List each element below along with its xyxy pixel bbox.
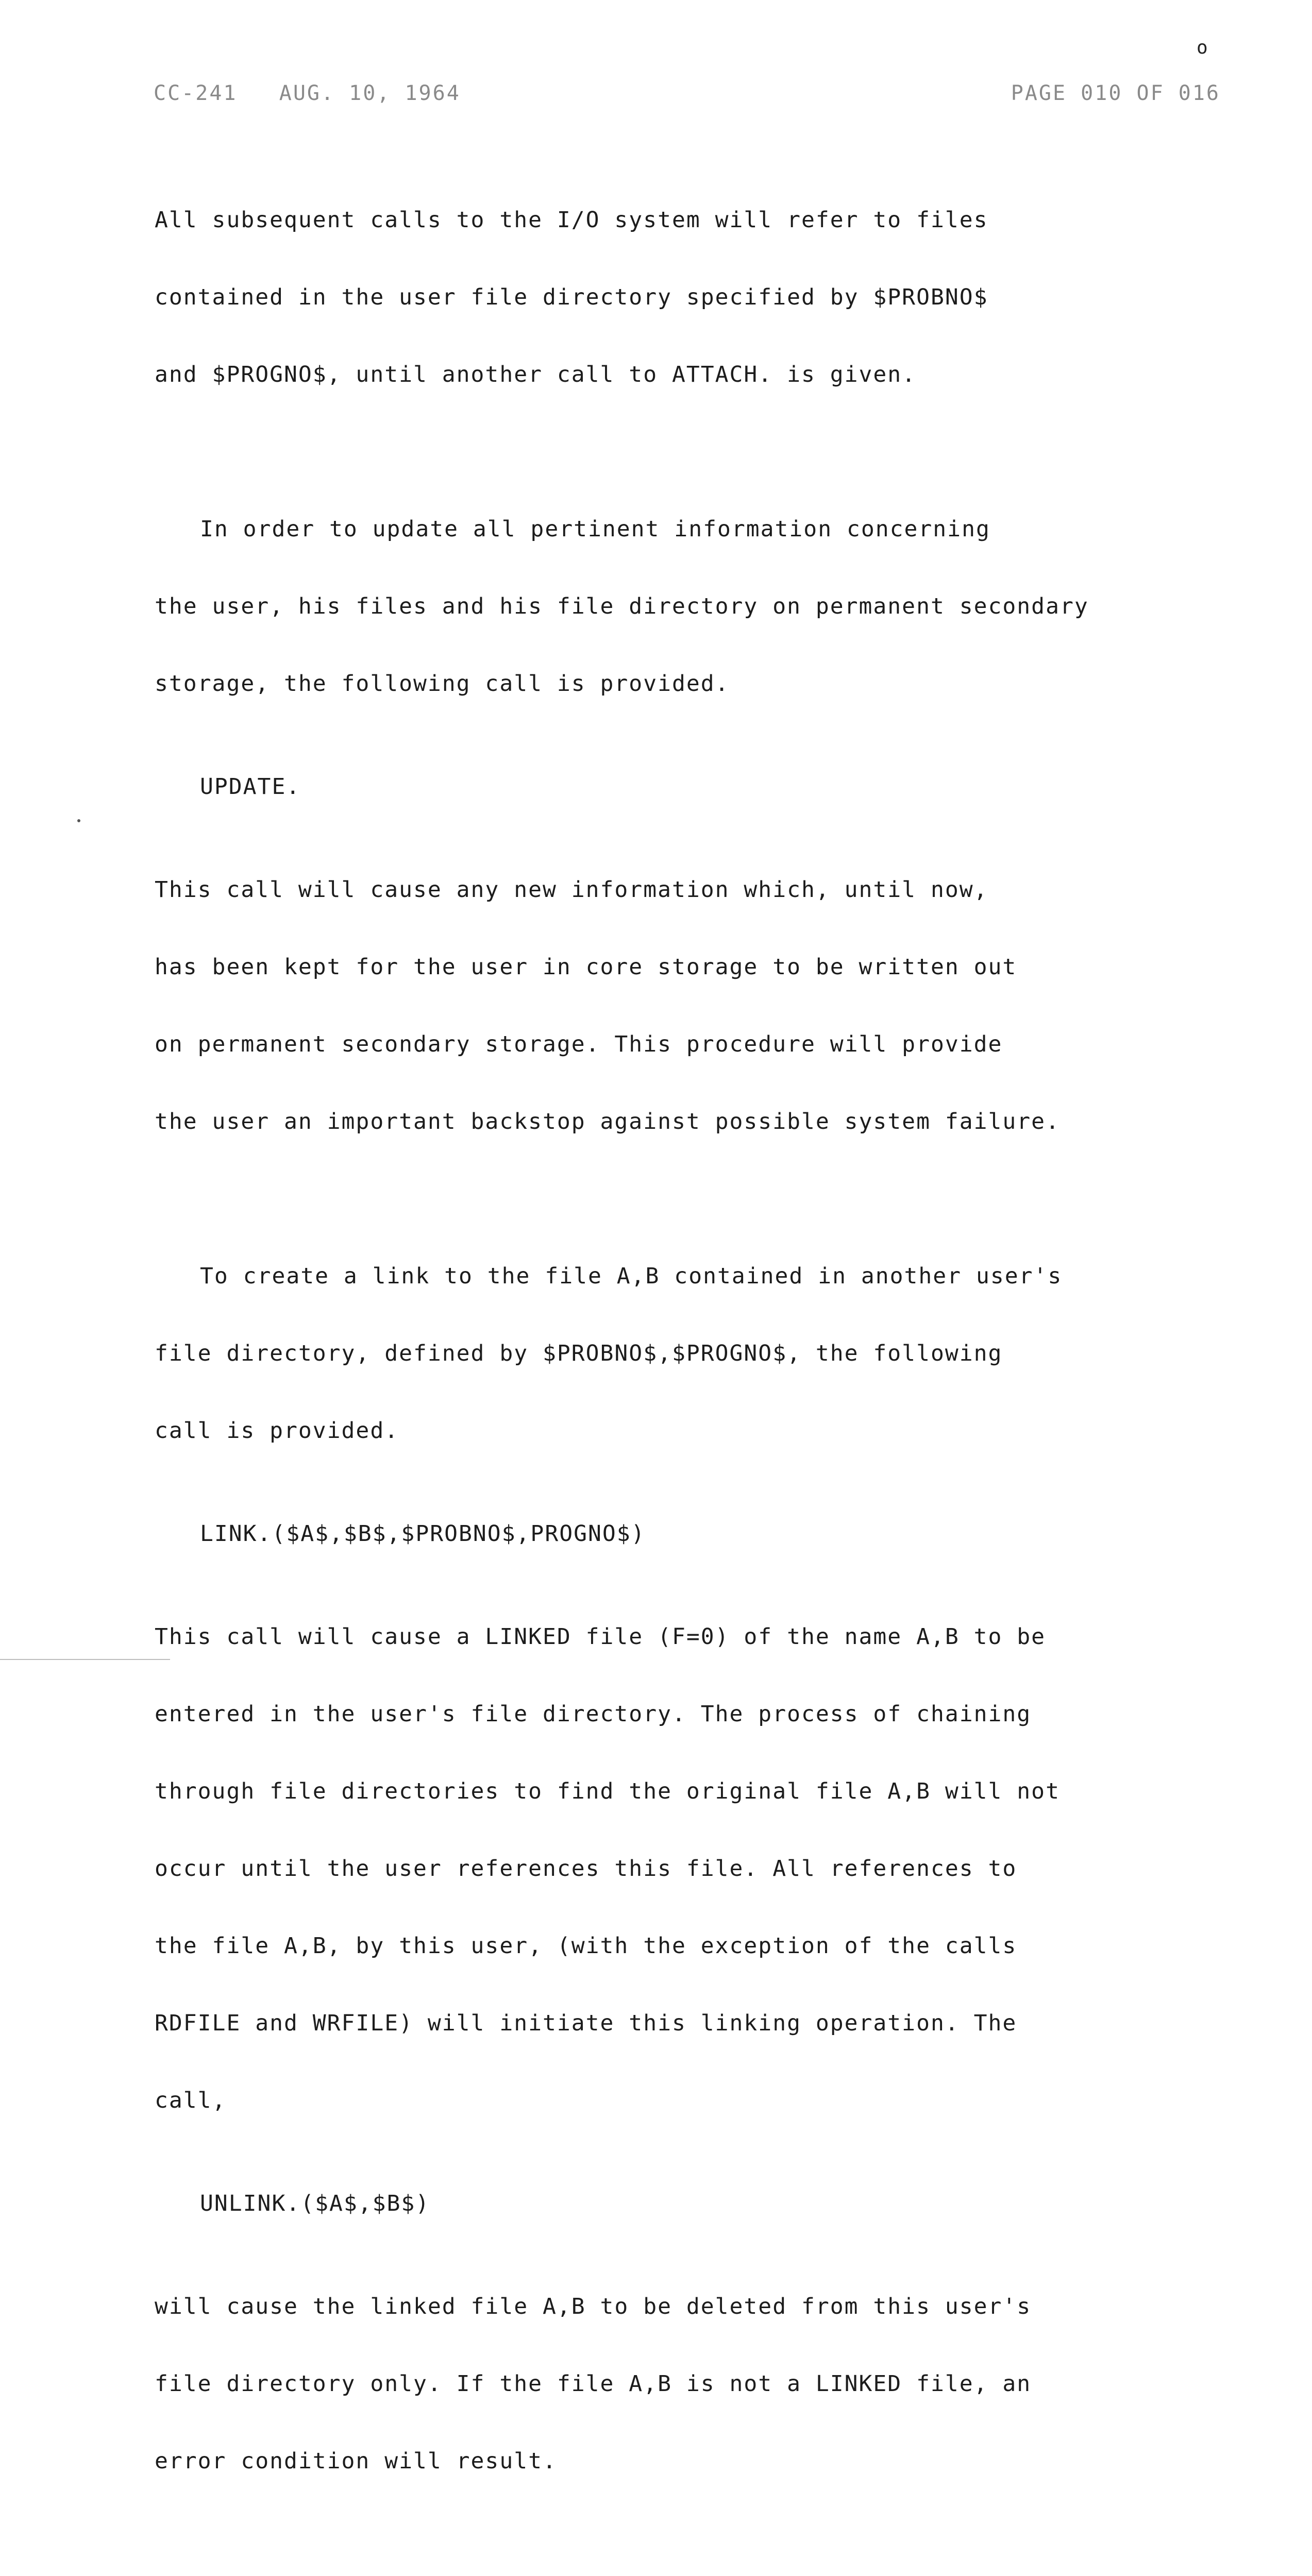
text-line: will cause the linked file A,B to be deleted from this user's <box>155 2294 1032 2319</box>
paragraph-unlink-description <box>155 2242 1185 2526</box>
call-unlink: UNLINK.($A$,$B$) <box>200 2191 430 2216</box>
text-line: call, <box>155 2088 227 2113</box>
text-line: contained in the user file directory specified by $PROBNO$ <box>155 284 988 310</box>
paragraph-attach-scope <box>155 156 1185 439</box>
text-line: In order to update all pertinent information concerning <box>200 516 990 542</box>
text-line: has been kept for the user in core storage to be written out <box>155 954 1017 980</box>
text-line: RDFILE and WRFILE) will initiate this linking operation. The <box>155 2010 1017 2036</box>
text-line: file directory only. If the file A,B is not a LINKED file, an <box>155 2371 1032 2397</box>
text-line: All subsequent calls to the I/O system will refer to files <box>155 207 988 233</box>
paragraph-link-intro <box>155 1212 1185 1495</box>
text-line: file directory, defined by $PROBNO$,$PROGNO$, the following <box>155 1341 1003 1366</box>
page-header <box>154 81 1220 112</box>
text-line: This call will cause any new information which, until now, <box>155 877 988 903</box>
paragraph-update-description <box>155 825 1185 1186</box>
paragraph-link-description <box>155 1572 1185 2165</box>
text-line: This call will cause a LINKED file (F=0) of the name A,B to be <box>155 1624 1046 1650</box>
text-line: occur until the user references this file. All references to <box>155 1856 1017 1882</box>
document-body <box>155 156 1185 2576</box>
header-document-id-date: CC-241 AUG. 10, 1964 <box>154 81 461 105</box>
text-line: the user an important backstop against possible system failure. <box>155 1109 1060 1134</box>
text-line: through file directories to find the original file A,B will not <box>155 1778 1060 1804</box>
header-page-number: PAGE 010 OF 016 <box>1011 81 1220 105</box>
text-line: and $PROGNO$, until another call to ATTACH. is given. <box>155 362 917 387</box>
scan-edge-line <box>0 1659 170 1660</box>
call-link: LINK.($A$,$B$,$PROBNO$,PROGNO$) <box>200 1521 646 1547</box>
text-line: the user, his files and his file directory on permanent secondary <box>155 594 1089 619</box>
scan-speck <box>77 819 80 822</box>
call-update: UPDATE. <box>200 774 301 800</box>
paragraph-allot-intro <box>155 2551 1185 2576</box>
paragraph-update-intro <box>155 465 1185 748</box>
text-line: To create a link to the file A,B contained in another user's <box>200 1263 1063 1289</box>
text-line: on permanent secondary storage. This procedure will provide <box>155 1031 1003 1057</box>
text-line: the file A,B, by this user, (with the exception of the calls <box>155 1933 1017 1959</box>
text-line: call is provided. <box>155 1418 399 1444</box>
text-line: error condition will result. <box>155 2448 557 2474</box>
corner-mark: o <box>1197 37 1208 58</box>
text-line: entered in the user's file directory. The process of chaining <box>155 1701 1032 1727</box>
text-line: storage, the following call is provided. <box>155 671 730 697</box>
